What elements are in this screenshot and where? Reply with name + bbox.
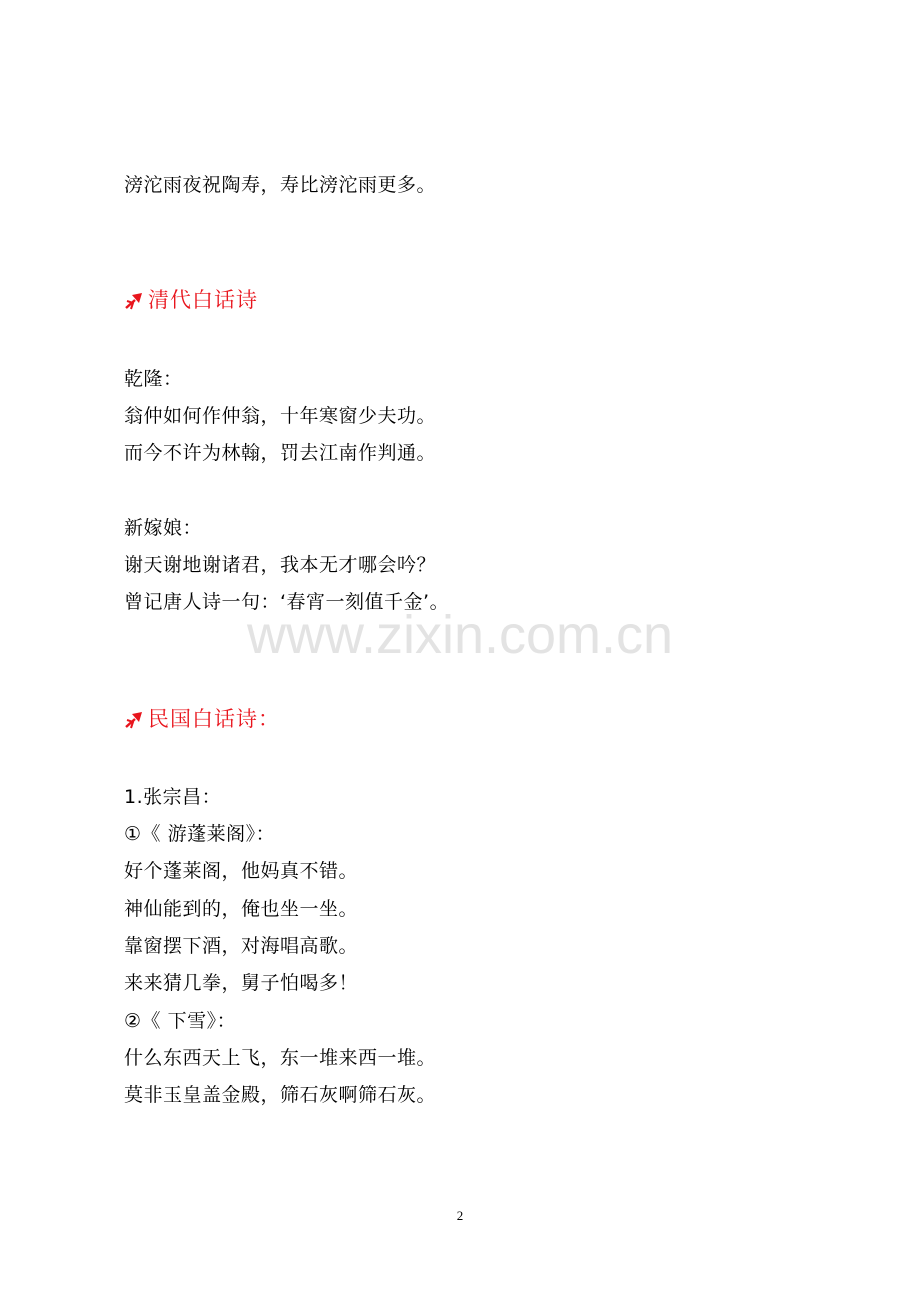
poem-line: 好个蓬莱阁，他妈真不错。	[124, 860, 359, 882]
page-number: 2	[456, 1208, 464, 1223]
poem-title: ①《 游蓬莱阁》：	[124, 823, 276, 845]
poem-line: 谢天谢地谢诸君，我本无才哪会吟？	[124, 554, 437, 576]
poem-line: 靠窗摆下酒，对海唱高歌。	[124, 935, 359, 957]
poem-line: 而今不许为林翰，罚去江南作判通。	[124, 442, 437, 464]
poem-author: 1.张宗昌：	[124, 786, 222, 808]
poem-line: 来来猜几拳，舅子怕喝多！	[124, 972, 359, 994]
poem-line: 曾记唐人诗一句：‘春宵一刻值千金’。	[124, 591, 450, 613]
section-title: 民国白话诗：	[148, 707, 280, 731]
poem-author: 新嫁娘：	[124, 517, 203, 539]
section-heading-minguo	[124, 705, 280, 733]
watermark: www.zixin.com.cn	[246, 605, 674, 665]
poem-line: 神仙能到的，俺也坐一坐。	[124, 898, 359, 920]
poem-line: 翁仲如何作仲翁，十年寒窗少夫功。	[124, 405, 437, 427]
section-title: 清代白话诗	[148, 288, 258, 312]
intro-line: 滂沱雨夜祝陶寿，寿比滂沱雨更多。	[124, 174, 437, 196]
poem-line: 莫非玉皇盖金殿，筛石灰啊筛石灰。	[124, 1084, 437, 1106]
red-arrow-icon	[124, 709, 146, 729]
section-heading-qing	[124, 286, 258, 314]
red-arrow-icon	[124, 290, 146, 310]
poem-line: 什么东西天上飞，东一堆来西一堆。	[124, 1047, 437, 1069]
poem-author: 乾隆：	[124, 368, 183, 390]
poem-title: ②《 下雪》：	[124, 1010, 237, 1032]
